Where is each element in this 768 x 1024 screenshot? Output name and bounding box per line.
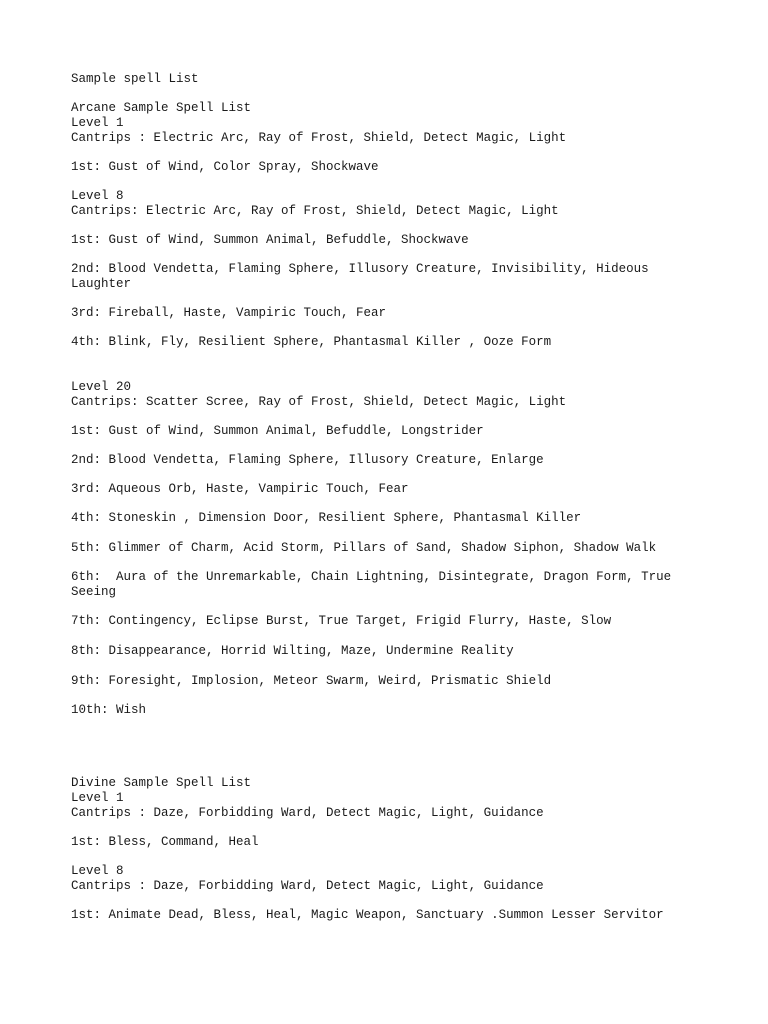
divine-level8-1st: 1st: Animate Dead, Bless, Heal, Magic Weapon, Sanctuary .Summon Lesser Servitor (71, 908, 664, 922)
arcane-level20-label: Level 20 (71, 380, 132, 394)
divine-level8-label: Level 8 (71, 864, 124, 878)
arcane-level8-2nd: 2nd: Blood Vendetta, Flaming Sphere, Illusory Creature, Invisibility, Hideous Laughter (71, 262, 657, 291)
arcane-level20-10th: 10th: Wish (71, 703, 147, 717)
arcane-level8-cantrips: Cantrips: Electric Arc, Ray of Frost, Shield, Detect Magic, Light (71, 204, 559, 218)
document-title: Sample spell List (71, 72, 199, 86)
arcane-level20-5th: 5th: Glimmer of Charm, Acid Storm, Pillars of Sand, Shadow Siphon, Shadow Walk (71, 541, 657, 555)
arcane-level20-3rd: 3rd: Aqueous Orb, Haste, Vampiric Touch, Fear (71, 482, 409, 496)
arcane-level20-1st: 1st: Gust of Wind, Summon Animal, Befuddle, Longstrider (71, 424, 484, 438)
arcane-level1-label: Level 1 (71, 116, 124, 130)
arcane-level1-1st: 1st: Gust of Wind, Color Spray, Shockwave (71, 160, 379, 174)
arcane-level8-4th: 4th: Blink, Fly, Resilient Sphere, Phantasmal Killer , Ooze Form (71, 335, 552, 349)
divine-level8-cantrips: Cantrips : Daze, Forbidding Ward, Detect Magic, Light, Guidance (71, 879, 544, 893)
arcane-level20-7th: 7th: Contingency, Eclipse Burst, True Target, Frigid Flurry, Haste, Slow (71, 614, 612, 628)
divine-level1-label: Level 1 (71, 791, 124, 805)
divine-level1-1st: 1st: Bless, Command, Heal (71, 835, 259, 849)
arcane-level20-2nd: 2nd: Blood Vendetta, Flaming Sphere, Illusory Creature, Enlarge (71, 453, 544, 467)
arcane-level8-1st: 1st: Gust of Wind, Summon Animal, Befuddle, Shockwave (71, 233, 469, 247)
arcane-level1-cantrips: Cantrips : Electric Arc, Ray of Frost, Shield, Detect Magic, Light (71, 131, 567, 145)
arcane-level20-9th: 9th: Foresight, Implosion, Meteor Swarm, Weird, Prismatic Shield (71, 674, 552, 688)
arcane-level8-label: Level 8 (71, 189, 124, 203)
arcane-level8-3rd: 3rd: Fireball, Haste, Vampiric Touch, Fear (71, 306, 387, 320)
arcane-level20-8th: 8th: Disappearance, Horrid Wilting, Maze, Undermine Reality (71, 644, 514, 658)
arcane-level20-cantrips: Cantrips: Scatter Scree, Ray of Frost, Shield, Detect Magic, Light (71, 395, 567, 409)
arcane-heading: Arcane Sample Spell List (71, 101, 252, 115)
divine-heading: Divine Sample Spell List (71, 776, 252, 790)
arcane-level20-4th: 4th: Stoneskin , Dimension Door, Resilient Sphere, Phantasmal Killer (71, 511, 582, 525)
divine-level1-cantrips: Cantrips : Daze, Forbidding Ward, Detect Magic, Light, Guidance (71, 806, 544, 820)
arcane-level20-6th: 6th: Aura of the Unremarkable, Chain Lightning, Disintegrate, Dragon Form, True Seeing (71, 570, 679, 599)
